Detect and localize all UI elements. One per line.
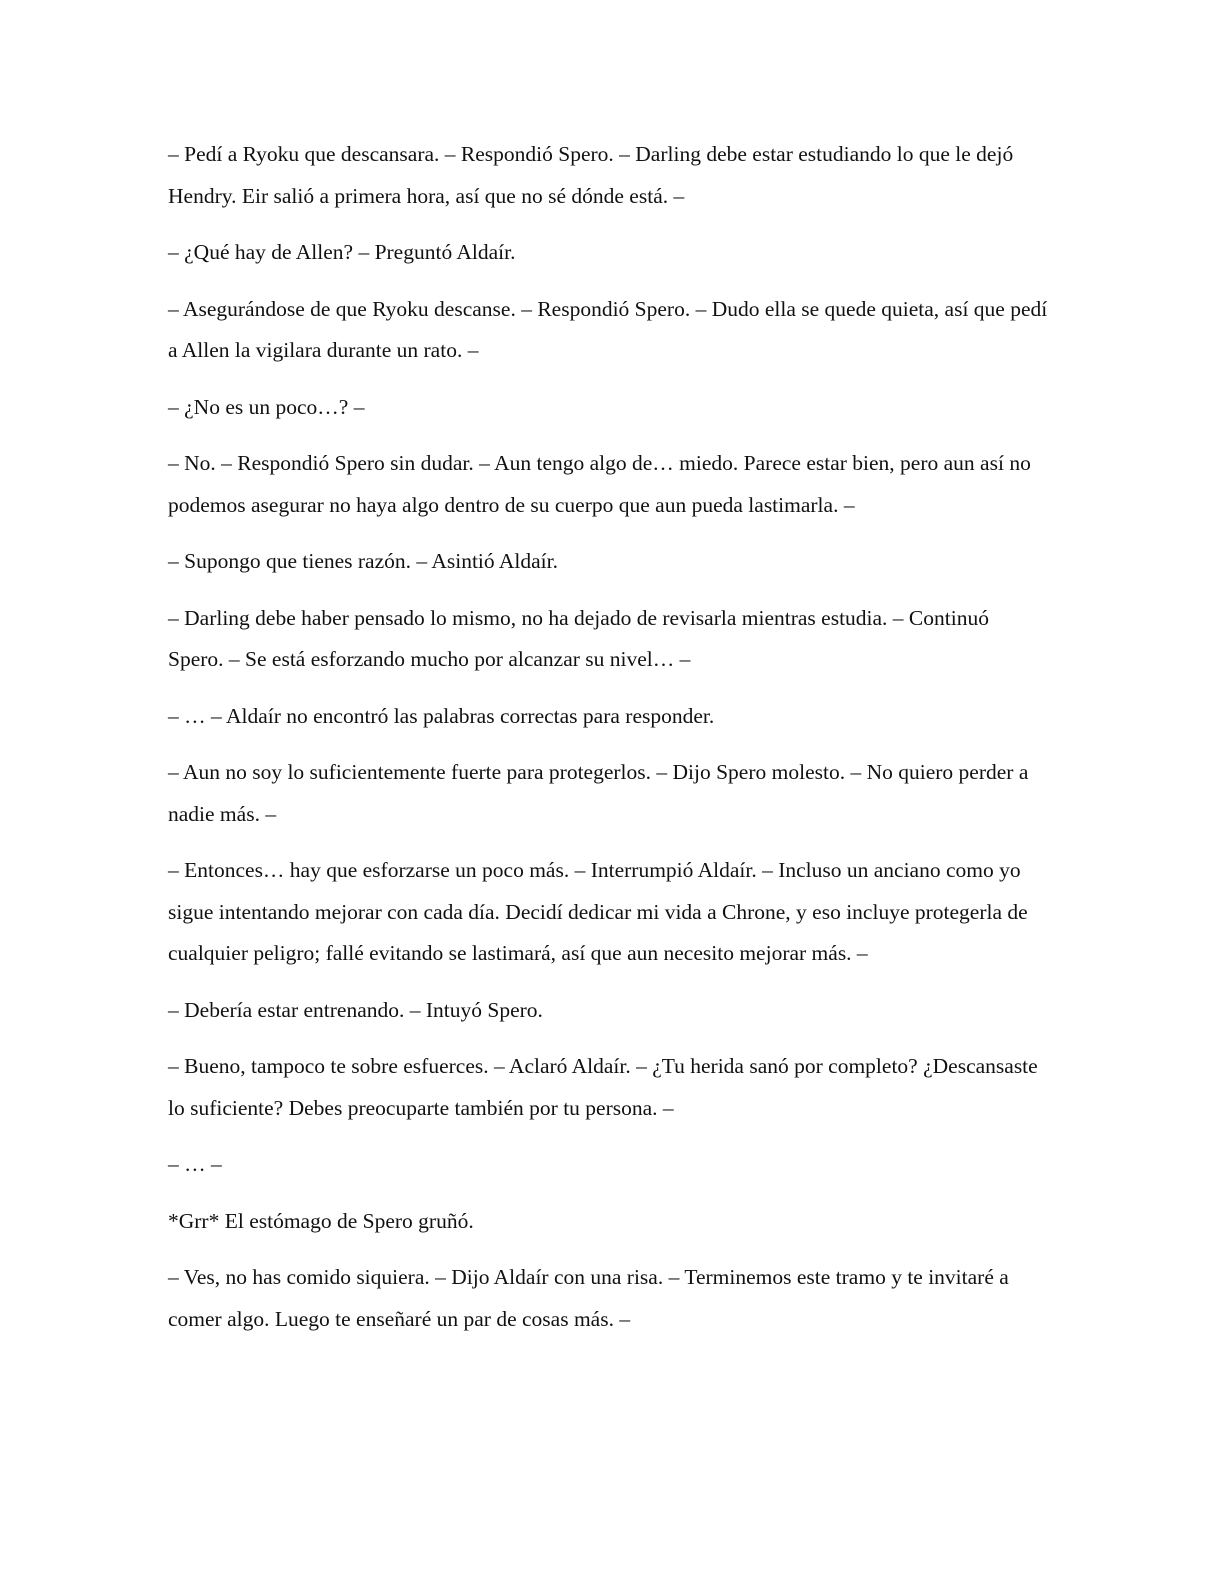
paragraph: – Entonces… hay que esforzarse un poco más. – Interrumpió Aldaír. – Incluso un anciano como yo sigue intentando mejorar con cada día. Decidí dedicar mi vida a Chrone, y eso incluye protegerla de cualquier peligro; fallé evitando se lastimará, así que aun necesito mejorar más. – <box>168 858 1028 965</box>
paragraph: – Debería estar entrenando. – Intuyó Spero. <box>168 997 543 1022</box>
paragraph: – Asegurándose de que Ryoku descanse. – Respondió Spero. – Dudo ella se quede quieta, así que pedí a Allen la vigilara durante un rato. – <box>168 296 1048 362</box>
document-body <box>168 134 1048 1355</box>
paragraph: – No. – Respondió Spero sin dudar. – Aun tengo algo de… miedo. Parece estar bien, pero aun así no podemos asegurar no haya algo dentro de su cuerpo que aun pueda lastimarla. – <box>168 451 1031 517</box>
paragraph: – Ves, no has comido siquiera. – Dijo Aldaír con una risa. – Terminemos este tramo y te invitaré a comer algo. Luego te enseñaré un par de cosas más. – <box>168 1265 1009 1331</box>
paragraph: *Grr* El estómago de Spero gruñó. <box>168 1208 474 1233</box>
paragraph: – … – <box>168 1152 222 1176</box>
paragraph: – … – Aldaír no encontró las palabras correctas para responder. <box>168 703 715 728</box>
paragraph: – Darling debe haber pensado lo mismo, no ha dejado de revisarla mientras estudia. – Continuó Spero. – Se está esforzando mucho por alcanzar su nivel… – <box>168 605 989 671</box>
paragraph: – Supongo que tienes razón. – Asintió Aldaír. <box>168 549 558 573</box>
paragraph: – Bueno, tampoco te sobre esfuerces. – Aclaró Aldaír. – ¿Tu herida sanó por completo? ¿Descansaste lo suficiente? Debes preocuparte también por tu persona. – <box>168 1054 1038 1120</box>
paragraph: – Pedí a Ryoku que descansara. – Respondió Spero. – Darling debe estar estudiando lo que le dejó Hendry. Eir salió a primera hora, así que no sé dónde está. – <box>168 142 1014 208</box>
paragraph: – Aun no soy lo suficientemente fuerte para protegerlos. – Dijo Spero molesto. – No quiero perder a nadie más. – <box>168 760 1029 826</box>
paragraph: – ¿Qué hay de Allen? – Preguntó Aldaír. <box>168 240 516 264</box>
paragraph: – ¿No es un poco…? – <box>168 394 365 419</box>
